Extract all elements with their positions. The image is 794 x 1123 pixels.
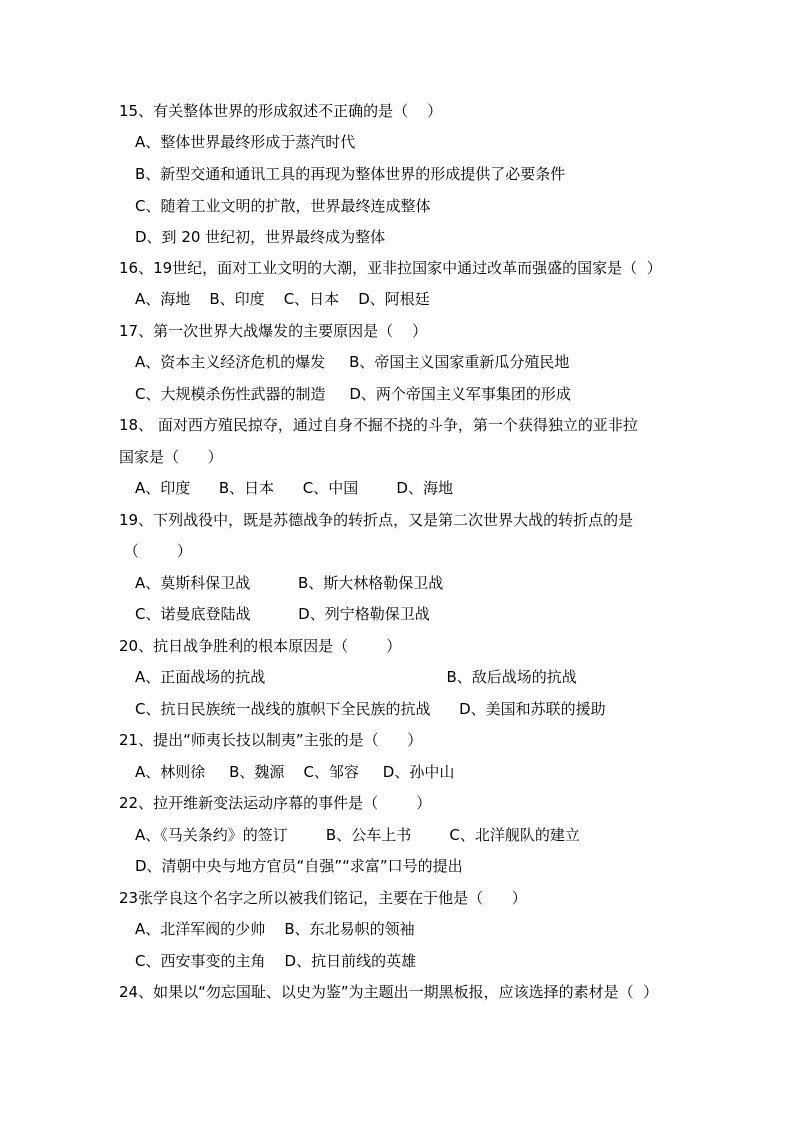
question-19-options-ab: A、莫斯科保卫战 B、斯大林格勒保卫战: [135, 574, 444, 592]
question-18-options: A、印度 B、日本 C、中国 D、海地: [135, 479, 453, 497]
question-20-stem: 20、抗日战争胜利的根本原因是（ ）: [119, 637, 402, 655]
question-22-options-abc: A、《马关条约》的签订 B、公车上书 C、北洋舰队的建立: [135, 826, 580, 844]
question-19-stem-continued: （ ）: [119, 542, 192, 560]
question-24-stem: 24、如果以“勿忘国耻、以史为鉴”为主题出一期黑板报，应该选择的素材是（ ）: [119, 983, 659, 1001]
question-19-stem: 19、下列战役中，既是苏德战争的转折点，又是第二次世界大战的转折点的是: [119, 511, 634, 529]
question-23-options-ab: A、北洋军阀的少帅 B、东北易帜的领袖: [135, 920, 415, 938]
question-18-stem-continued: 国家是（ ）: [119, 448, 223, 466]
question-15-option-a: A、整体世界最终形成于蒸汽时代: [135, 133, 356, 151]
question-17-options-cd: C、大规模杀伤性武器的制造 D、两个帝国主义军事集团的形成: [135, 385, 571, 403]
question-16-options: A、海地 B、印度 C、日本 D、阿根廷: [135, 290, 430, 308]
question-15-option-b: B、新型交通和通讯工具的再现为整体世界的形成提供了必要条件: [135, 165, 566, 183]
question-18-stem: 18、 面对西方殖民掠夺，通过自身不掘不挠的斗争，第一个获得独立的亚非拉: [119, 416, 638, 434]
question-16-stem: 16、19世纪，面对工业文明的大潮，亚非拉国家中通过改革而强盛的国家是（ ）: [119, 259, 662, 277]
question-17-stem: 17、第一次世界大战爆发的主要原因是（ ）: [119, 322, 428, 340]
question-20-options-cd: C、抗日民族统一战线的旗帜下全民族的抗战 D、美国和苏联的援助: [135, 700, 606, 718]
question-17-options-ab: A、资本主义经济危机的爆发 B、帝国主义国家重新瓜分殖民地: [135, 353, 570, 371]
question-15-stem: 15、有关整体世界的形成叙述不正确的是（ ）: [119, 102, 443, 120]
question-19-options-cd: C、诺曼底登陆战 D、列宁格勒保卫战: [135, 605, 430, 623]
question-21-stem: 21、提出“师夷长技以制夷”主张的是（ ）: [119, 731, 423, 749]
question-23-stem: 23张学良这个名字之所以被我们铭记，主要在于他是（ ）: [119, 889, 527, 907]
question-23-options-cd: C、西安事变的主角 D、抗日前线的英雄: [135, 952, 417, 970]
question-22-stem: 22、拉开维新变法运动序幕的事件是（ ）: [119, 794, 432, 812]
question-21-options: A、林则徐 B、魏源 C、邹容 D、孙中山: [135, 763, 455, 781]
question-15-option-d: D、到 20 世纪初，世界最终成为整体: [135, 228, 386, 246]
question-15-option-c: C、随着工业文明的扩散，世界最终连成整体: [135, 197, 431, 215]
question-22-option-d: D、清朝中央与地方官员“自强”“求富”口号的提出: [135, 857, 463, 875]
question-20-options-ab: A、正面战场的抗战 B、敌后战场的抗战: [135, 668, 577, 686]
